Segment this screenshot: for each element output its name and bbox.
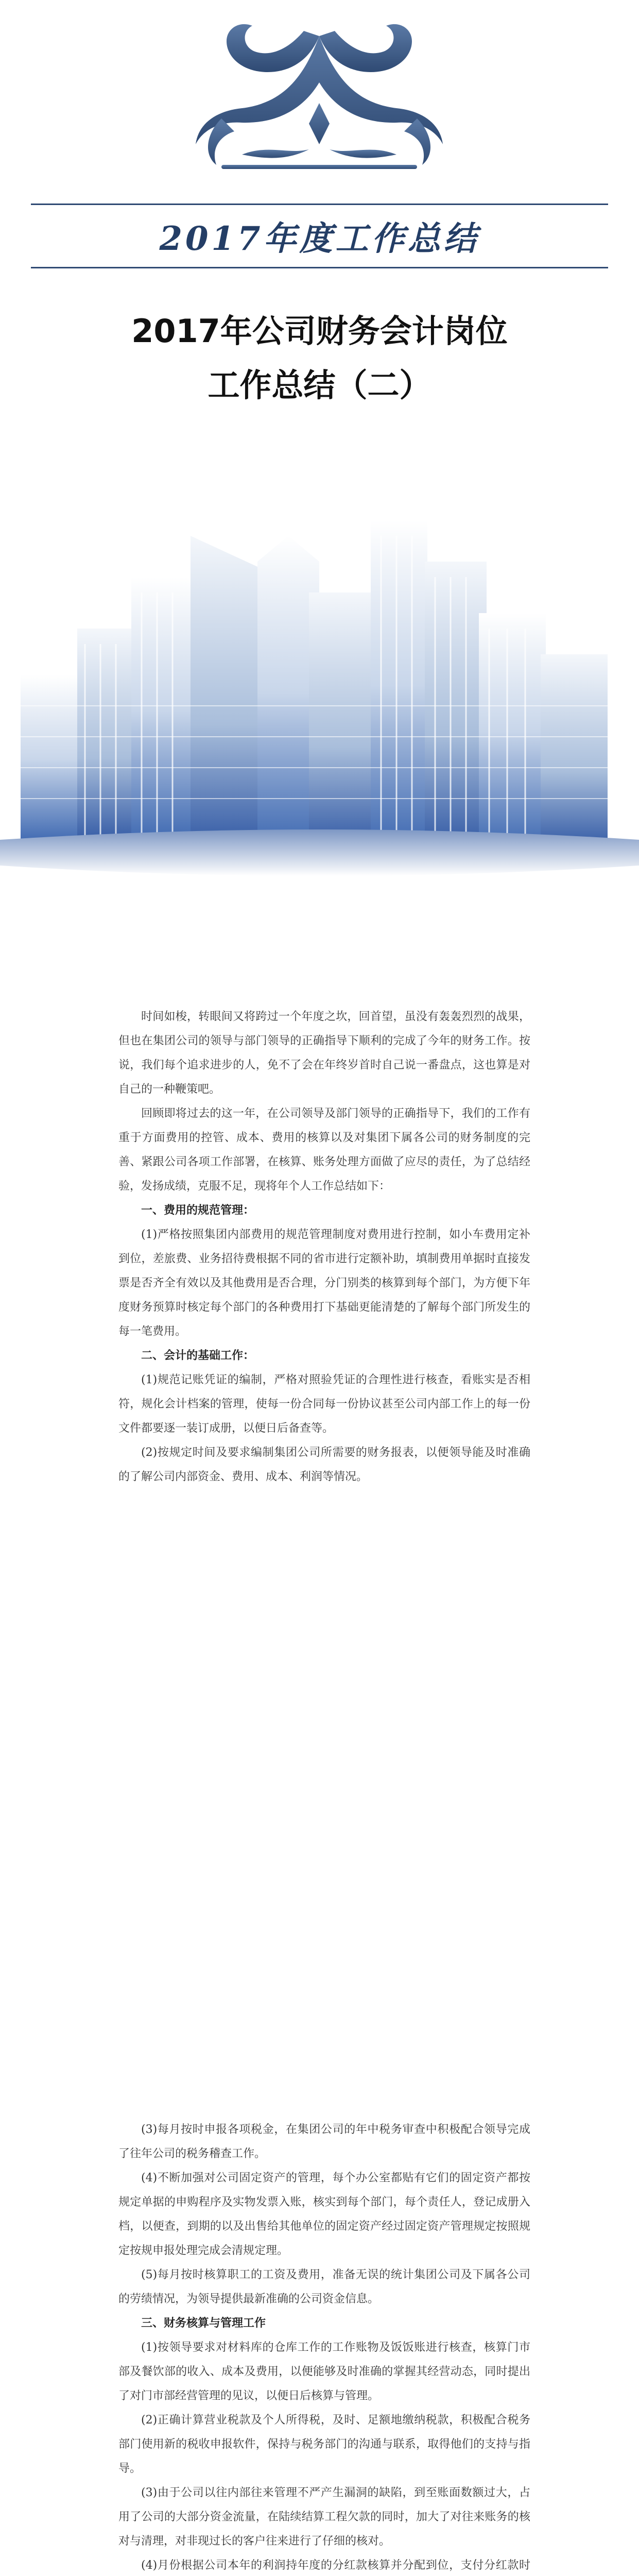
paragraph: (2)正确计算营业税款及个人所得税，及时、足额地缴纳税款，积极配合税务部门使用新的税收申报软件，保持与税务部门的沟通与联系，取得他们的支持与指导。 [118,2414,530,2475]
ornament-decoration [0,0,639,216]
city-skyline-illustration [0,459,639,912]
banner-title-band [31,204,608,268]
paragraph: (3)由于公司以往内部往来管理不严产生漏洞的缺陷，到至账面数额过大，占用了公司的大部分资金流量，在陆续结算工程欠款的同时，加大了对往来账务的核对与清理，对非现过长的客户往来进行了仔细的核对。 [118,2486,530,2548]
paragraph: 时间如梭，转眼间又将跨过一个年度之坎，回首望，虽没有轰轰烈烈的战果，但也在集团公司的领导与部门领导的正确指导下顺利的完成了今年的财务工作。按说，我们每个追求进步的人，免不了会在年终岁首时自己说一番盘点，这也算是对自己的一种鞭策吧。 [118,1010,530,1096]
section-heading: 二、会计的基础工作： [141,1349,255,1362]
banner-title: 2017年度工作总结 [159,219,480,258]
paragraph: (5)每月按时核算职工的工资及费用，准备无误的统计集团公司及下属各公司的劳绩情况，为领导提供最新准确的公司资金信息。 [118,2268,530,2306]
paragraph: (2)按规定时间及要求编制集团公司所需要的财务报表，以便领导能及时准确的了解公司内部资金、费用、成本、利润等情况。 [118,1446,530,1483]
paragraph: (3)每月按时申报各项税金，在集团公司的年中税务审查中积极配合领导完成了往年公司的税务稽查工作。 [118,2123,530,2160]
paragraph: 回顾即将过去的这一年，在公司领导及部门领导的正确指导下，我们的工作有重于方面费用的控管、成本、费用的核算以及对集团下属各公司的财务制度的完善、紧跟公司各项工作部署，在核算、账务处理方面做了应尽的责任，为了总结经验，发扬成绩，克服不足，现将年个人工作总结如下： [118,1107,530,1193]
paragraph: (4)月份根据公司本年的利润持年度的分红款核算并分配到位，支付分红款时 [141,2559,530,2572]
paragraph: (1)规范记账凭证的编制，严格对照验凭证的合理性进行核查，看账实是否相符，规化会计档案的管理，使每一份合同每一份协议甚至公司内部工作上的每一份文件都要逐一装订成册，以便日后备查等。 [118,1374,530,1435]
paragraph: (4)不断加强对公司固定资产的管理，每个办公室都贴有它们的固定资产都按规定单据的申购程序及实物发票入账，核实到每个部门，每个责任人，登记成册入档，以便查，到期的以及出售给其他单位的固定资产经过固定资产管理规定按照规定按规申报处理完成会清规定理。 [118,2172,530,2257]
document-title-line1: 2017年公司财务会计岗位 [131,312,508,350]
document-title [0,304,639,412]
body-section-2 [118,2117,530,2576]
body-section-1 [118,1005,530,1489]
section-heading: 三、财务核算与管理工作 [141,2316,266,2330]
document-title-line2: 工作总结（二） [208,366,431,404]
paragraph: (1)严格按照集团内部费用的规范管理制度对费用进行控制，如小车费用定补到位，差旅费、业务招待费根据不同的省市进行定额补助，填制费用单据时直接发票是否齐全有效以及其他费用是否合理，分门别类的核算到每个部门，为方便下年度财务预算时核定每个部门的各种费用打下基础更能清楚的了解每个部门所发生的每一笔费用。 [118,1228,530,1338]
section-heading: 一、费用的规范管理： [141,1204,255,1217]
paragraph: (1)按领导要求对材料库的仓库工作的工作账物及饭饭账进行核查，核算门市部及餐饮部的收入、成本及费用，以便能够及时准确的掌握其经营动态，同时提出了对门市部经营管理的见议，以便日后核算与管理。 [118,2341,530,2402]
